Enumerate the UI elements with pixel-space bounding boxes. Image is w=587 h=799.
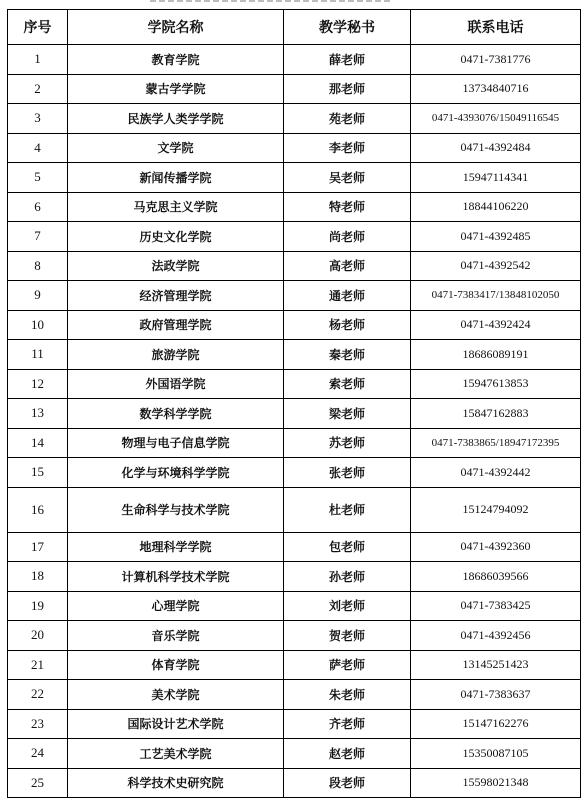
row-phone: 15947114341	[411, 163, 581, 193]
header-seq: 序号	[8, 10, 68, 45]
table-row	[8, 532, 581, 562]
row-phone: 0471-4392456	[411, 621, 581, 651]
row-phone: 0471-7383637	[411, 680, 581, 710]
row-seq: 18	[8, 562, 68, 592]
row-seq: 19	[8, 591, 68, 621]
row-seq: 25	[8, 768, 68, 798]
header-secretary: 教学秘书	[284, 10, 411, 45]
row-phone: 15124794092	[411, 487, 581, 532]
row-secretary: 朱老师	[284, 680, 411, 710]
row-college-name: 蒙古学学院	[68, 74, 284, 104]
table-row	[8, 281, 581, 311]
row-secretary: 齐老师	[284, 709, 411, 739]
row-seq: 9	[8, 281, 68, 311]
table-row	[8, 104, 581, 134]
row-phone: 18844106220	[411, 192, 581, 222]
row-phone: 0471-4392484	[411, 133, 581, 163]
table-row	[8, 369, 581, 399]
table-row	[8, 163, 581, 193]
row-college-name: 文学院	[68, 133, 284, 163]
row-college-name: 法政学院	[68, 251, 284, 281]
row-college-name: 历史文化学院	[68, 222, 284, 252]
row-phone: 15598021348	[411, 768, 581, 798]
row-college-name: 外国语学院	[68, 369, 284, 399]
row-college-name: 经济管理学院	[68, 281, 284, 311]
clipped-heading-line	[150, 0, 390, 2]
row-secretary: 特老师	[284, 192, 411, 222]
row-secretary: 索老师	[284, 369, 411, 399]
row-phone: 15147162276	[411, 709, 581, 739]
table-row	[8, 768, 581, 798]
row-secretary: 包老师	[284, 532, 411, 562]
table-row	[8, 487, 581, 532]
row-phone: 15847162883	[411, 399, 581, 429]
row-secretary: 秦老师	[284, 340, 411, 370]
row-phone: 13734840716	[411, 74, 581, 104]
table-row	[8, 458, 581, 488]
header-phone: 联系电话	[411, 10, 581, 45]
row-phone: 0471-7381776	[411, 45, 581, 75]
row-phone: 0471-4392360	[411, 532, 581, 562]
row-phone: 0471-7383425	[411, 591, 581, 621]
row-secretary: 刘老师	[284, 591, 411, 621]
row-college-name: 数学科学学院	[68, 399, 284, 429]
row-college-name: 政府管理学院	[68, 310, 284, 340]
row-phone: 15947613853	[411, 369, 581, 399]
row-college-name: 心理学院	[68, 591, 284, 621]
table-row	[8, 709, 581, 739]
row-secretary: 梁老师	[284, 399, 411, 429]
table-row	[8, 428, 581, 458]
table-row	[8, 591, 581, 621]
row-phone: 0471-4392485	[411, 222, 581, 252]
row-college-name: 旅游学院	[68, 340, 284, 370]
row-college-name: 计算机科学技术学院	[68, 562, 284, 592]
row-secretary: 孙老师	[284, 562, 411, 592]
row-college-name: 教育学院	[68, 45, 284, 75]
table-row	[8, 310, 581, 340]
table-row	[8, 650, 581, 680]
row-college-name: 新闻传播学院	[68, 163, 284, 193]
row-secretary: 苏老师	[284, 428, 411, 458]
row-college-name: 生命科学与技术学院	[68, 487, 284, 532]
row-seq: 10	[8, 310, 68, 340]
row-seq: 17	[8, 532, 68, 562]
row-secretary: 薛老师	[284, 45, 411, 75]
row-phone: 18686039566	[411, 562, 581, 592]
row-phone: 0471-7383865/18947172395	[411, 428, 581, 458]
row-secretary: 赵老师	[284, 739, 411, 769]
row-secretary: 萨老师	[284, 650, 411, 680]
row-seq: 22	[8, 680, 68, 710]
row-secretary: 高老师	[284, 251, 411, 281]
header-college: 学院名称	[68, 10, 284, 45]
table-row	[8, 340, 581, 370]
table-row	[8, 399, 581, 429]
table-row	[8, 562, 581, 592]
table-row	[8, 739, 581, 769]
row-phone: 0471-4393076/15049116545	[411, 104, 581, 134]
row-seq: 14	[8, 428, 68, 458]
row-seq: 11	[8, 340, 68, 370]
row-college-name: 音乐学院	[68, 621, 284, 651]
row-phone: 0471-4392442	[411, 458, 581, 488]
row-secretary: 杜老师	[284, 487, 411, 532]
row-secretary: 吴老师	[284, 163, 411, 193]
table-header-row	[8, 10, 581, 45]
row-phone: 0471-4392542	[411, 251, 581, 281]
table-body	[8, 45, 581, 798]
row-seq: 16	[8, 487, 68, 532]
row-seq: 20	[8, 621, 68, 651]
row-college-name: 民族学人类学学院	[68, 104, 284, 134]
row-seq: 12	[8, 369, 68, 399]
row-seq: 15	[8, 458, 68, 488]
row-college-name: 国际设计艺术学院	[68, 709, 284, 739]
row-seq: 7	[8, 222, 68, 252]
row-seq: 1	[8, 45, 68, 75]
row-seq: 13	[8, 399, 68, 429]
row-college-name: 马克思主义学院	[68, 192, 284, 222]
table-row	[8, 222, 581, 252]
table-row	[8, 621, 581, 651]
row-secretary: 苑老师	[284, 104, 411, 134]
row-college-name: 化学与环境科学学院	[68, 458, 284, 488]
table-row	[8, 680, 581, 710]
row-phone: 0471-7383417/13848102050	[411, 281, 581, 311]
row-seq: 6	[8, 192, 68, 222]
row-seq: 24	[8, 739, 68, 769]
row-secretary: 尚老师	[284, 222, 411, 252]
row-secretary: 通老师	[284, 281, 411, 311]
row-phone: 15350087105	[411, 739, 581, 769]
table-row	[8, 45, 581, 75]
row-phone: 0471-4392424	[411, 310, 581, 340]
row-secretary: 贺老师	[284, 621, 411, 651]
table-row	[8, 192, 581, 222]
row-college-name: 体育学院	[68, 650, 284, 680]
table-row	[8, 133, 581, 163]
row-phone: 18686089191	[411, 340, 581, 370]
row-college-name: 地理科学学院	[68, 532, 284, 562]
table-row	[8, 251, 581, 281]
row-seq: 5	[8, 163, 68, 193]
row-phone: 13145251423	[411, 650, 581, 680]
row-college-name: 工艺美术学院	[68, 739, 284, 769]
row-secretary: 那老师	[284, 74, 411, 104]
row-seq: 23	[8, 709, 68, 739]
row-seq: 3	[8, 104, 68, 134]
row-secretary: 张老师	[284, 458, 411, 488]
row-college-name: 美术学院	[68, 680, 284, 710]
row-seq: 4	[8, 133, 68, 163]
row-seq: 2	[8, 74, 68, 104]
row-secretary: 李老师	[284, 133, 411, 163]
table-row	[8, 74, 581, 104]
row-seq: 8	[8, 251, 68, 281]
row-college-name: 科学技术史研究院	[68, 768, 284, 798]
contact-table	[7, 9, 581, 798]
row-college-name: 物理与电子信息学院	[68, 428, 284, 458]
row-secretary: 段老师	[284, 768, 411, 798]
row-secretary: 杨老师	[284, 310, 411, 340]
row-seq: 21	[8, 650, 68, 680]
